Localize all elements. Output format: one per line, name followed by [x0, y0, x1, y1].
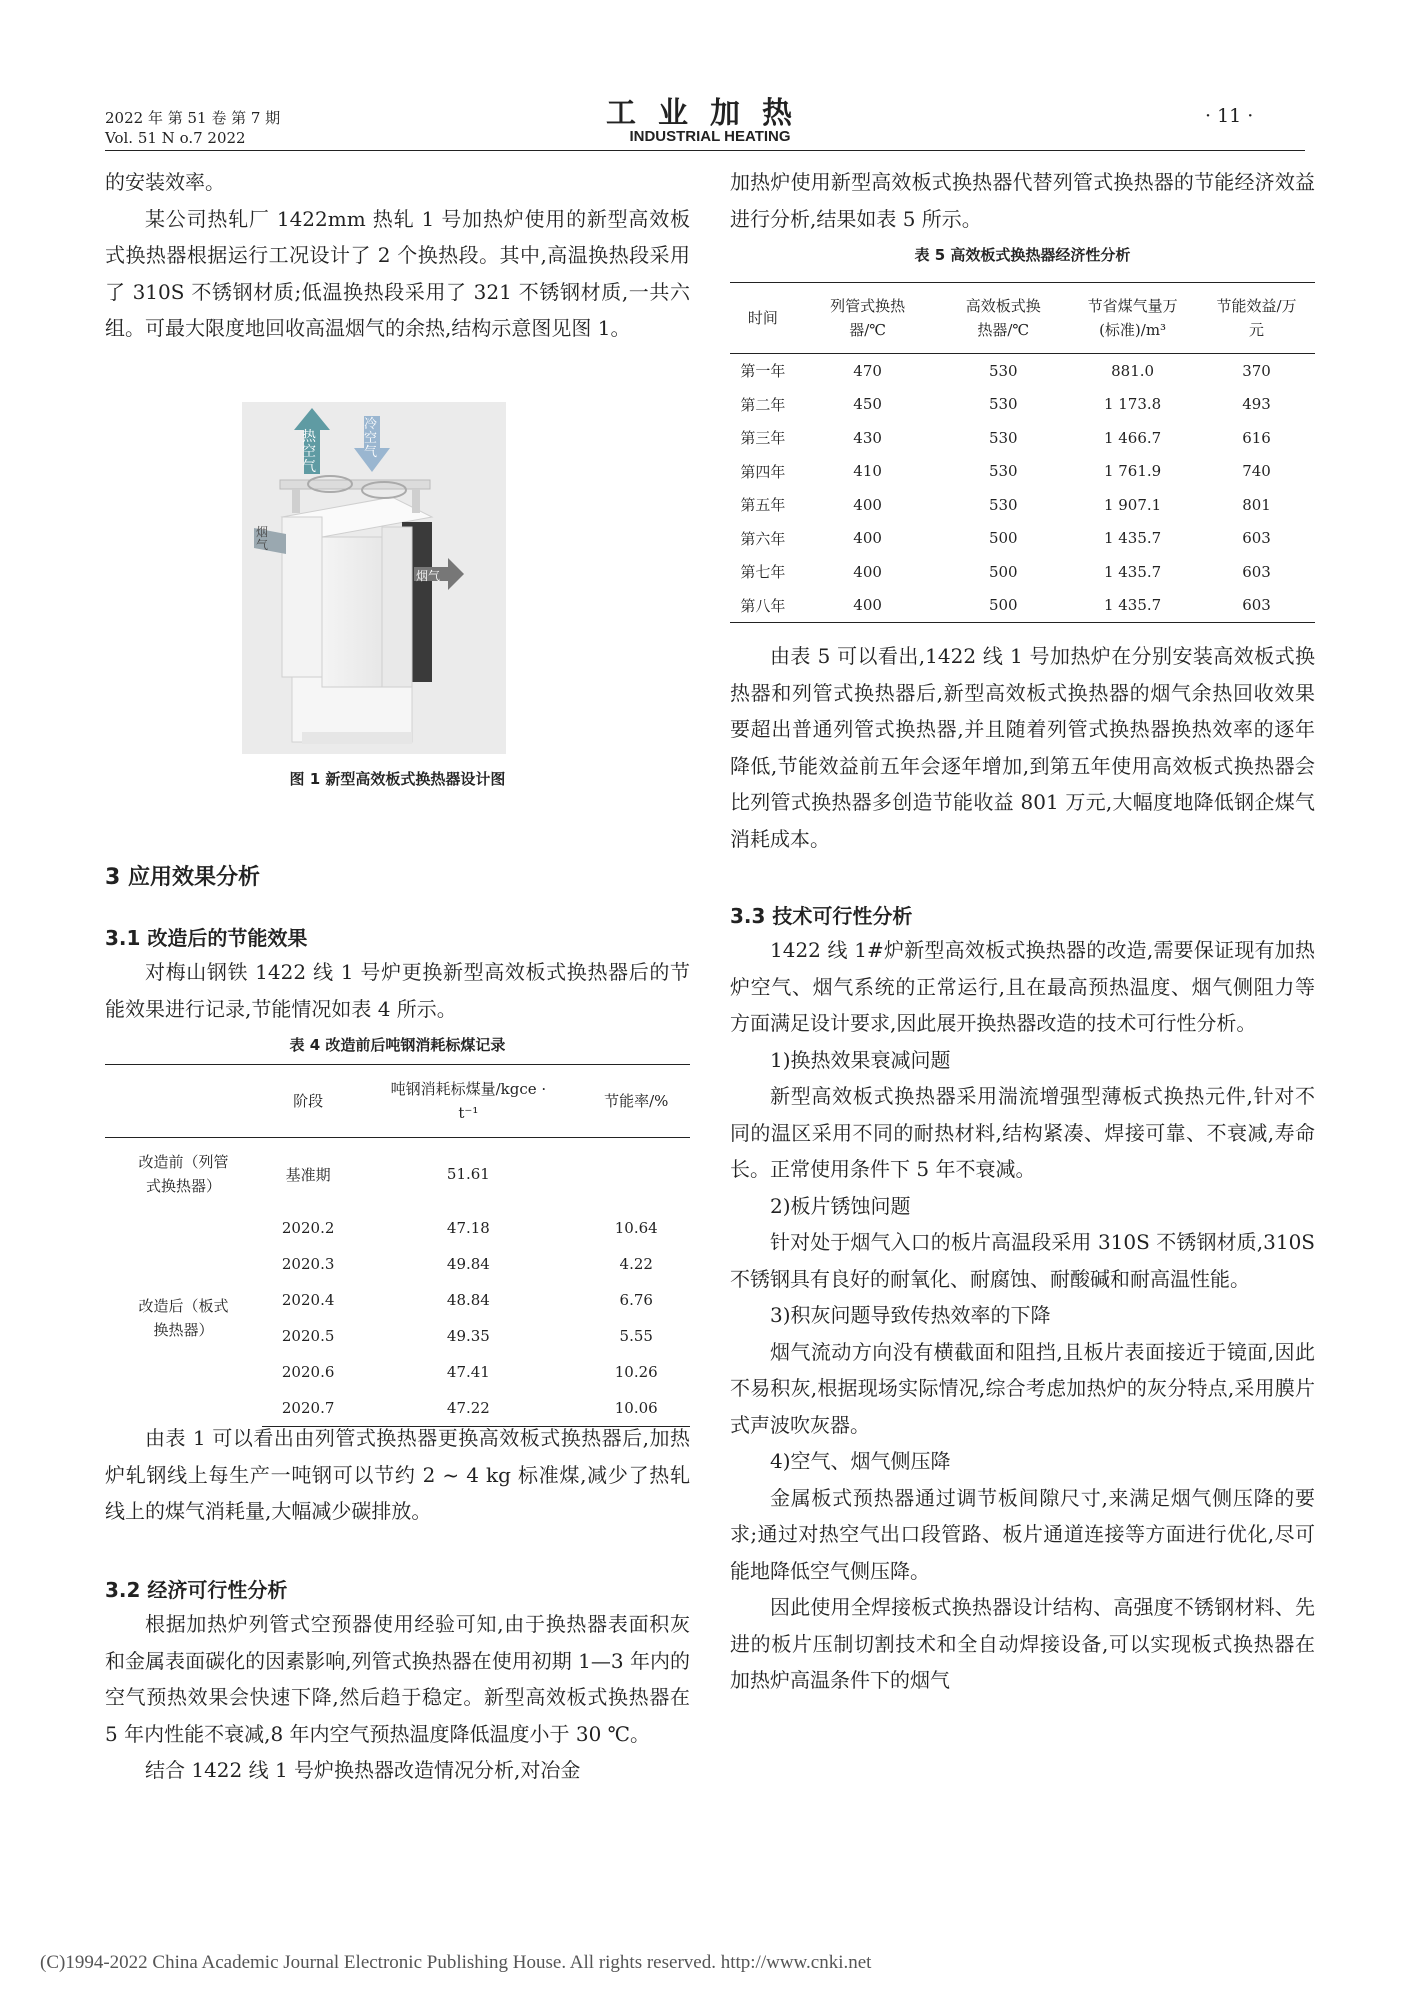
table-cell: 493: [1242, 395, 1271, 414]
table-4: [105, 1064, 690, 1427]
table-cell: 第五年: [740, 496, 786, 515]
table-cell: 530: [988, 361, 1018, 380]
left-column-mid: [105, 954, 690, 1027]
table-cell: 第七年: [740, 563, 786, 582]
journal-title-en: INDUSTRIAL HEATING: [629, 128, 791, 145]
paragraph: 由表 1 可以看出由列管式换热器更换高效板式换热器后,加热炉轧钢线上每生产一吨钢可以节约 2 ~ 4 kg 标准煤,减少了热轧线上的煤气消耗量,大幅减少碳排放。: [105, 1426, 690, 1523]
paragraph: 由表 5 可以看出,1422 线 1 号加热炉在分别安装高效板式换热器和列管式换热器后,新型高效板式换热器的烟气余热回收效果要超出普通列管式换热器,并且随着列管式换热器换热效率的逐年降低,节能效益前五年会逐年增加,到第五年使用高效板式换热器会比列管式换热器多创造节能收益 801 万元,大幅度地降低钢企煤气消耗成本。: [730, 644, 1315, 851]
section-3-3-heading: 3.3 技术可行性分析: [730, 904, 913, 928]
table-cell: 第一年: [740, 362, 786, 381]
table-cell: [583, 1138, 691, 1211]
table-cell: 603: [1242, 562, 1271, 581]
table-cell: 2020.6: [281, 1363, 335, 1381]
table-cell: 530: [988, 462, 1018, 481]
table-5-caption: 表 5 高效板式换热器经济性分析: [914, 246, 1131, 264]
table-cell: 881.0: [1111, 361, 1155, 380]
table-cell: 470: [853, 361, 882, 380]
copyright-footer: (C)1994-2022 China Academic Journal Electronic Publishing House. All rights reserved. http://www.cnki.net: [40, 1952, 872, 1973]
paragraph: 加热炉使用新型高效板式换热器代替列管式换热器的节能经济效益进行分析,结果如表 5 所示。: [730, 170, 1315, 231]
table-cell: 1 435.7: [1103, 562, 1162, 581]
figure-1: [242, 402, 506, 754]
paragraph: 新型高效板式换热器采用湍流增强型薄板式换热元件,针对不同的温区采用不同的耐热材料,结构紧凑、焊接可靠、不衰减,寿命长。正常使用条件下 5 年不衰减。: [730, 1084, 1315, 1181]
table-cell: 2020.4: [281, 1291, 335, 1309]
table-row: [730, 388, 1315, 422]
table-cell: 410: [853, 462, 882, 481]
label-flue-in: 烟气: [256, 525, 269, 552]
table-cell: 2020.3: [281, 1255, 335, 1273]
journal-title-cn: 工业加热: [606, 96, 814, 131]
table-header: 节能率/%: [583, 1065, 691, 1138]
right-column-mid: [730, 638, 1315, 857]
page-number: · 11 ·: [1205, 105, 1254, 127]
table-row: [730, 455, 1315, 489]
table-cell: 500: [988, 529, 1018, 548]
table-cell: 47.18: [446, 1219, 490, 1237]
table-cell: 第三年: [740, 429, 786, 448]
table-cell: 530: [988, 428, 1018, 447]
table-header: 时间: [730, 283, 796, 354]
table-cell: 603: [1242, 529, 1271, 548]
table-cell: 48.84: [446, 1291, 490, 1309]
label-cold-air: 冷空气: [364, 417, 378, 460]
list-item: 1)换热效果衰减问题: [770, 1047, 951, 1072]
table-cell: 400: [853, 529, 882, 548]
table-header: 阶段: [262, 1065, 354, 1138]
right-column-lower: [730, 932, 1315, 1699]
table-cell: 400: [853, 495, 882, 514]
paragraph: 烟气流动方向没有横截面和阻挡,且板片表面接近于镜面,因此不易积灰,根据现场实际情况,综合考虑加热炉的灰分特点,采用膜片式声波吹灰器。: [730, 1339, 1315, 1437]
issue-info-en: Vol. 51 N o.7 2022: [105, 129, 246, 147]
label-flue-out: 烟气: [416, 569, 441, 583]
table-cell: 530: [988, 395, 1018, 414]
list-item: 3)积灰问题导致传热效率的下降: [770, 1303, 1051, 1327]
table-5: [730, 282, 1315, 623]
label-hot-air: 热空气: [302, 429, 316, 475]
table-cell: 1 466.7: [1103, 428, 1162, 447]
list-item: 2)板片锈蚀问题: [770, 1193, 911, 1218]
paragraph: 某公司热轧厂 1422mm 热轧 1 号加热炉使用的新型高效板式换热器根据运行工况设计了 2 个换热段。其中,高温换热段采用了 310S 不锈钢材质;低温换热段采用了 321 不锈钢材质,一共六组。可最大限度地回收高温烟气的余热,结构示意图见图 1。: [105, 206, 690, 340]
paragraph: 1422 线 1#炉新型高效板式换热器的改造,需要保证现有加热炉空气、烟气系统的正常运行,且在最高预热温度、烟气侧阻力等方面满足设计要求,因此展开换热器改造的技术可行性分析。: [730, 938, 1315, 1035]
paragraph: 对梅山钢铁 1422 线 1 号炉更换新型高效板式换热器后的节能效果进行记录,节能情况如表 4 所示。: [105, 960, 690, 1021]
header-rule: [105, 150, 1305, 151]
paragraph: 金属板式预热器通过调节板间隙尺寸,来满足烟气侧压降的要求;通过对热空气出口段管路、板片通道连接等方面进行优化,尽可能地降低空气侧压降。: [730, 1485, 1315, 1583]
table-4-caption: 表 4 改造前后吨钢消耗标煤记录: [289, 1036, 506, 1054]
table-cell: 10.64: [614, 1219, 658, 1237]
table-cell: 1 761.9: [1103, 462, 1162, 481]
table-cell: 400: [796, 589, 940, 623]
table-header: 节能效益/万元: [1198, 283, 1315, 354]
table-cell: 47.22: [354, 1390, 582, 1427]
section-3-2-heading: 3.2 经济可行性分析: [105, 1578, 288, 1602]
table-row: [730, 488, 1315, 522]
table-cell: 2020.2: [281, 1219, 335, 1237]
table-header: 高效板式换热器/℃: [939, 283, 1067, 354]
table-cell: 47.41: [446, 1363, 490, 1381]
table-cell: 1 907.1: [1103, 495, 1162, 514]
table-cell: 49.84: [446, 1255, 490, 1273]
table-cell: 530: [988, 495, 1018, 514]
table-cell: 2020.7: [262, 1390, 354, 1427]
paragraph: 针对处于烟气入口的板片高温段采用 310S 不锈钢材质,310S 不锈钢具有良好的耐氧化、耐腐蚀、耐酸碱和耐高温性能。: [730, 1230, 1315, 1291]
table-cell: 第六年: [740, 529, 786, 548]
table-cell: 基准期: [285, 1165, 331, 1184]
table-cell: 1 435.7: [1103, 529, 1162, 548]
left-column-lower: [105, 1420, 690, 1530]
paragraph: 因此使用全焊接板式换热器设计结构、高强度不锈钢材料、先进的板片压制切割技术和全自动焊接设备,可以实现板式换热器在加热炉高温条件下的烟气: [730, 1595, 1315, 1692]
table-cell: 5.55: [619, 1327, 653, 1345]
table-cell: 1 435.7: [1067, 589, 1198, 623]
table-row: [730, 555, 1315, 589]
table-cell: 51.61: [446, 1165, 490, 1183]
group-label: 改造后（板式换热器）: [138, 1297, 229, 1340]
table-cell: 6.76: [619, 1291, 653, 1309]
list-item: 4)空气、烟气侧压降: [770, 1449, 951, 1473]
table-cell: 500: [939, 589, 1067, 623]
table-cell: 第八年: [730, 589, 796, 623]
issue-info-cn: 2022 年 第 51 卷 第 7 期: [105, 109, 281, 127]
table-cell: 1 173.8: [1103, 395, 1162, 414]
figure-1-caption: 图 1 新型高效板式换热器设计图: [289, 770, 506, 788]
table-cell: 第二年: [740, 395, 786, 414]
table-header: [105, 1065, 262, 1138]
paragraph: 的安装效率。: [105, 170, 225, 194]
table-cell: 500: [988, 562, 1018, 581]
table-cell: 2020.5: [281, 1327, 335, 1345]
table-row: [730, 421, 1315, 455]
table-cell: 740: [1242, 462, 1271, 481]
table-row: [730, 354, 1315, 388]
table-cell: 400: [853, 562, 882, 581]
section-3-heading: 3 应用效果分析: [105, 865, 260, 890]
table-header: 列管式换热器/℃: [796, 283, 940, 354]
paragraph: 结合 1422 线 1 号炉换热器改造情况分析,对冶金: [145, 1758, 581, 1782]
group-label: 改造前（列管式换热器）: [138, 1153, 229, 1195]
table-cell: 10.06: [583, 1390, 691, 1427]
table-row: [730, 522, 1315, 556]
left-column: [105, 164, 690, 347]
paragraph: 根据加热炉列管式空预器使用经验可知,由于换热器表面积灰和金属表面碳化的因素影响,列管式换热器在使用初期 1—3 年内的空气预热效果会快速下降,然后趋于稳定。新型高效板式换热器在 5 年内性能不衰减,8 年内空气预热温度降低温度小于 30 ℃。: [105, 1612, 690, 1746]
table-cell: 603: [1198, 589, 1315, 623]
table-cell: 10.26: [614, 1363, 658, 1381]
left-column-bottom: [105, 1606, 690, 1789]
table-cell: 616: [1242, 428, 1271, 447]
table-row: [730, 589, 1315, 623]
table-header: 吨钢消耗标煤量/kgce · t⁻¹: [354, 1065, 582, 1138]
table-header: 节省煤气量万(标准)/m³: [1067, 283, 1198, 354]
section-3-1-heading: 3.1 改造后的节能效果: [105, 926, 308, 950]
table-cell: 370: [1242, 361, 1271, 380]
right-column-top: [730, 164, 1315, 237]
table-cell: 第四年: [740, 462, 786, 481]
table-cell: 430: [853, 428, 882, 447]
table-cell: 801: [1242, 495, 1271, 514]
table-cell: 49.35: [446, 1327, 490, 1345]
table-cell: 4.22: [619, 1255, 653, 1273]
table-cell: 450: [853, 395, 882, 414]
